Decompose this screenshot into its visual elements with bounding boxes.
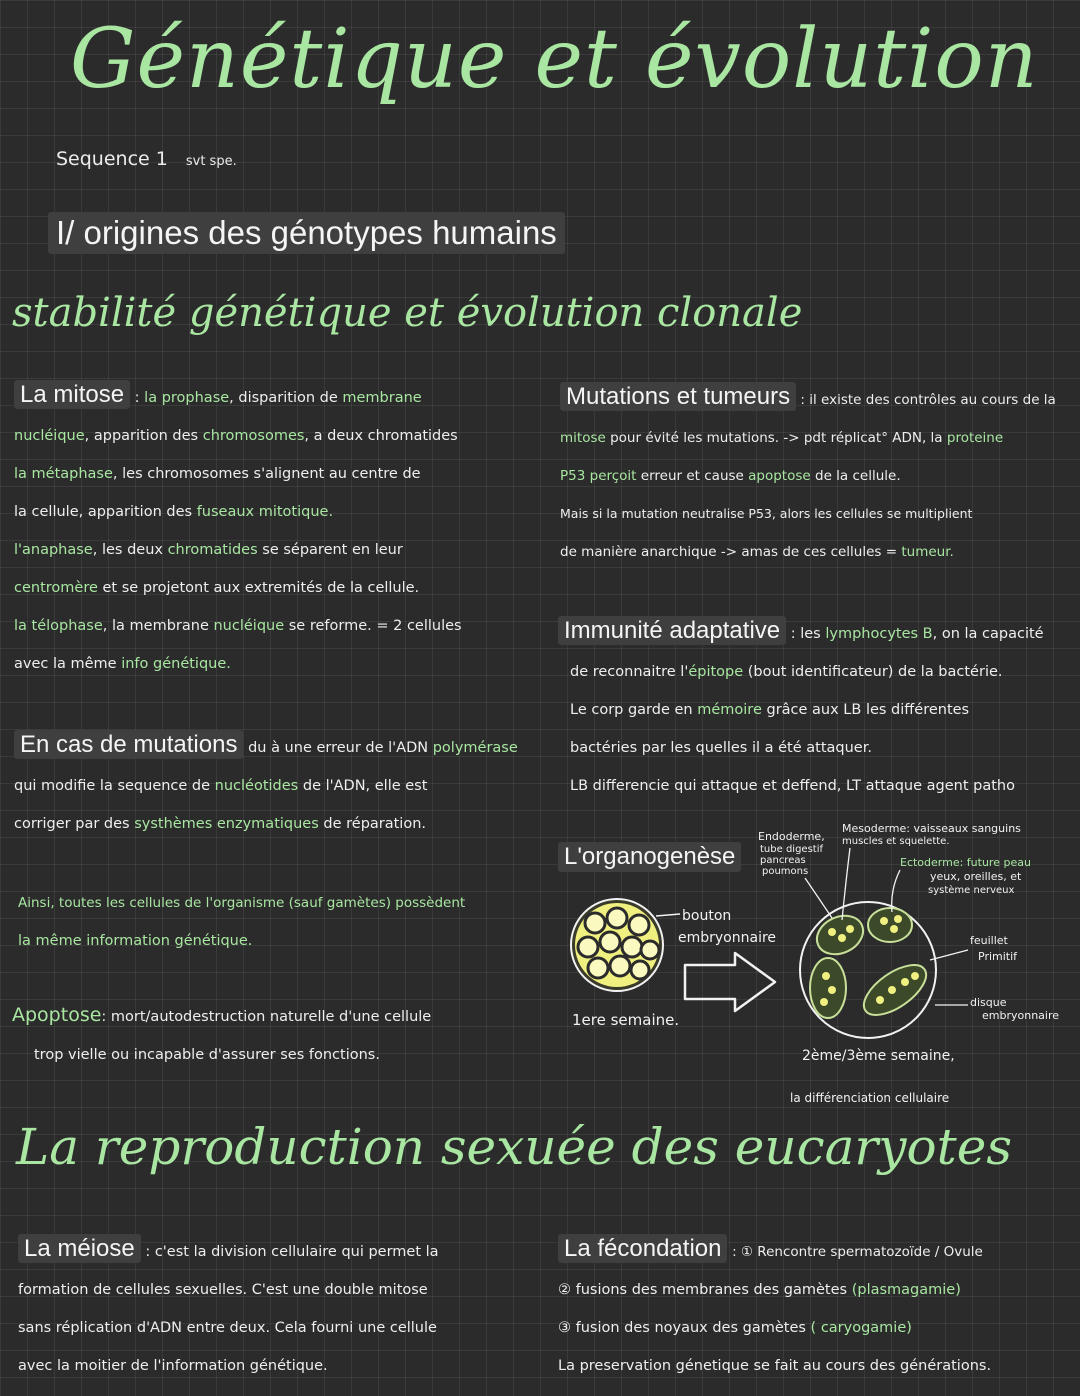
endoderme-detail: poumons xyxy=(762,866,809,877)
endoderme-detail: tube digestif xyxy=(760,844,823,855)
lymphocytes-term: lymphocytes B xyxy=(825,626,933,642)
mitose-term: mitose xyxy=(560,430,606,446)
mutations-text: de réparation. xyxy=(323,816,427,832)
tumeurs-block xyxy=(560,378,1075,571)
tumeurs-text: : il existe des contrôles au cours de la xyxy=(800,392,1056,408)
primitif-label: Primitif xyxy=(978,950,1018,963)
immunite-block xyxy=(558,612,1073,805)
mutations-text: qui modifie la sequence de xyxy=(14,778,211,794)
tumeurs-text: pour évité les mutations. -> pdt réplicat° ADN, la xyxy=(610,430,943,446)
systhemes-term: systhèmes enzymatiques xyxy=(134,816,319,832)
mitose-label: La mitose xyxy=(14,380,130,409)
centromere-term: centromère xyxy=(14,580,98,596)
memoire-term: mémoire xyxy=(697,702,762,718)
disque-label: disque xyxy=(970,996,1007,1009)
mutations-text: du à une erreur de l'ADN xyxy=(248,740,429,756)
immunite-text: LB differencie qui attaque et deffend, LT attaque agent patho xyxy=(570,778,1015,794)
nucleotides-term: nucléotides xyxy=(214,778,299,794)
meiose-label: La méiose xyxy=(18,1234,141,1263)
ainsi-block xyxy=(18,884,538,960)
section-heading-origines: I/ origines des génotypes humains xyxy=(48,212,565,254)
disque-embryonnaire-drawing xyxy=(800,902,936,1038)
immunite-text: grâce aux LB les différentes xyxy=(766,702,970,718)
metaphase-term: la métaphase xyxy=(14,466,113,482)
bouton-label: bouton xyxy=(682,908,732,924)
apoptose-label: Apoptose xyxy=(12,1004,102,1026)
ainsi-line: la même information génétique. xyxy=(18,933,253,949)
mitose-text: , apparition des xyxy=(84,428,199,444)
embryonnaire-label: embryonnaire xyxy=(678,930,777,946)
polymerase-term: polymérase xyxy=(432,740,518,756)
mitose-text: , la membrane xyxy=(102,618,209,634)
ectoderme-detail: système nerveux xyxy=(928,885,1015,896)
telophase-term: la télophase xyxy=(14,618,103,634)
tumeurs-text: Mais si la mutation neutralise P53, alors les cellules se multiplient xyxy=(560,506,973,521)
immunite-text: bactéries par les quelles il a été attaquer. xyxy=(570,740,872,756)
meiose-text: avec la moitier de l'information génétique. xyxy=(18,1358,328,1374)
apoptose-term: apoptose xyxy=(748,468,811,484)
chromosomes-term: chromosomes xyxy=(202,428,305,444)
mitose-text: et se projetont aux extremités de la cellule. xyxy=(102,580,420,596)
disque-detail: embryonnaire xyxy=(982,1009,1060,1022)
mitose-text: , a deux chromatides xyxy=(304,428,458,444)
meiose-text: sans réplication d'ADN entre deux. Cela fourni une cellule xyxy=(18,1320,437,1336)
mitose-text: , les chromosomes s'alignent au centre de xyxy=(112,466,421,482)
arrow-icon xyxy=(685,953,775,1011)
fecondation-label: La fécondation xyxy=(558,1234,727,1263)
ectoderme-detail: yeux, oreilles, et xyxy=(930,870,1022,883)
prophase-term: la prophase xyxy=(144,390,230,406)
endoderme-label: Endoderme, xyxy=(758,830,825,843)
fecondation-block xyxy=(558,1230,1078,1385)
page-subtitle xyxy=(56,148,237,170)
immunite-text: , on la capacité xyxy=(932,626,1044,642)
mitose-text: , les deux xyxy=(92,542,163,558)
mesoderme-label: Mesoderme: vaisseaux sanguins xyxy=(842,822,1021,835)
subtitle-sequence: Sequence 1 xyxy=(56,148,168,170)
fuseaux-term: fuseaux mitotique. xyxy=(196,504,334,520)
page-title: Génétique et évolution xyxy=(70,12,1039,107)
mitose-text: se séparent en leur xyxy=(262,542,403,558)
tumeurs-label: Mutations et tumeurs xyxy=(560,382,796,411)
mutations-label: En cas de mutations xyxy=(14,730,243,759)
semaine23-label: 2ème/3ème semaine, xyxy=(802,1048,955,1064)
nucleique-term: nucléique xyxy=(14,428,85,444)
meiose-block xyxy=(18,1230,543,1385)
differenciation-label: la différenciation cellulaire xyxy=(790,1091,950,1105)
proteine-term: proteine xyxy=(946,430,1004,446)
feuillet-label: feuillet xyxy=(970,934,1008,947)
apoptose-text: : mort/autodestruction naturelle d'une cellule xyxy=(101,1009,432,1025)
immunite-label: Immunité adaptative xyxy=(558,616,786,645)
endoderme-detail: pancreas xyxy=(760,855,806,866)
epitope-term: épitope xyxy=(688,664,744,680)
mitose-text: avec la même xyxy=(14,656,117,672)
percoit-term: perçoit xyxy=(589,468,637,484)
tumeurs-text: de la cellule. xyxy=(815,468,901,484)
ectoderme-label: Ectoderme: future peau xyxy=(900,856,1031,869)
bouton-embryonnaire-drawing xyxy=(571,899,663,991)
apoptose-text: trop vielle ou incapable d'assurer ses fonctions. xyxy=(34,1047,380,1063)
mitose-text: la cellule, apparition des xyxy=(14,504,193,520)
tumeur-term: tumeur. xyxy=(901,544,954,560)
meiose-text: formation de cellules sexuelles. C'est une double mitose xyxy=(18,1282,428,1298)
fecondation-text: ② fusions des membranes des gamètes xyxy=(558,1282,848,1298)
mutations-text: corriger par des xyxy=(14,816,130,832)
nucleique-term: nucléique xyxy=(213,618,285,634)
info-term: info génétique. xyxy=(121,656,231,672)
fecondation-text: La preservation génetique se fait au cours des générations. xyxy=(558,1358,992,1374)
chromatides-term: chromatides xyxy=(167,542,258,558)
tumeurs-text: erreur et cause xyxy=(640,468,744,484)
theme-heading-reproduction: La reproduction sexuée des eucaryotes xyxy=(16,1118,1012,1176)
immunite-text: : les xyxy=(790,626,821,642)
mutations-block xyxy=(14,726,534,843)
caryogamie-term: ( caryogamie) xyxy=(810,1320,912,1336)
immunite-text: Le corp garde en xyxy=(570,702,693,718)
organogenese-label: L'organogenèse xyxy=(558,842,741,872)
meiose-text: : c'est la division cellulaire qui permet la xyxy=(145,1244,439,1260)
mitose-block: La mitose : la prophase, disparition de membrane nucléique, apparition des chromosomes, a deux chromatides la métaphase, les chromosomes s'alignent au centre de la cellule, apparition des fuseaux mitotique. l'anaphase, les deux chromatides se séparent en leur centromère et se projetont aux extremités de la cellule. la télophase, la membrane nucléique se reforme. = 2 cellules avec la même info génétique. xyxy=(14,381,462,672)
p53-term: P53 xyxy=(560,468,586,484)
apoptose-block xyxy=(12,996,532,1074)
tumeurs-text: de manière anarchique -> amas de ces cellules = xyxy=(560,544,898,560)
mutations-text: de l'ADN, elle est xyxy=(302,778,428,794)
membrane-term: membrane xyxy=(342,390,422,406)
mesoderme-detail: muscles et squelette. xyxy=(842,836,950,847)
plasmagamie-term: (plasmagamie) xyxy=(851,1282,961,1298)
ainsi-line: Ainsi, toutes les cellules de l'organisme (sauf gamètes) possèdent xyxy=(18,895,466,911)
semaine1-label: 1ere semaine. xyxy=(572,1011,680,1029)
organogenese-diagram xyxy=(550,820,1080,1120)
anaphase-term: l'anaphase xyxy=(14,542,93,558)
mitose-text: , disparition de xyxy=(229,390,338,406)
fecondation-text: : ① Rencontre spermatozoïde / Ovule xyxy=(732,1244,983,1260)
theme-heading-stabilite: stabilité génétique et évolution clonale xyxy=(12,290,803,336)
subtitle-small: svt spe. xyxy=(185,154,237,169)
fecondation-text: ③ fusion des noyaux des gamètes xyxy=(558,1320,806,1336)
immunite-text: de reconnaitre l' xyxy=(570,664,689,680)
mitose-text: se reforme. = 2 cellules xyxy=(288,618,462,634)
immunite-text: (bout identificateur) de la bactérie. xyxy=(747,664,1003,680)
